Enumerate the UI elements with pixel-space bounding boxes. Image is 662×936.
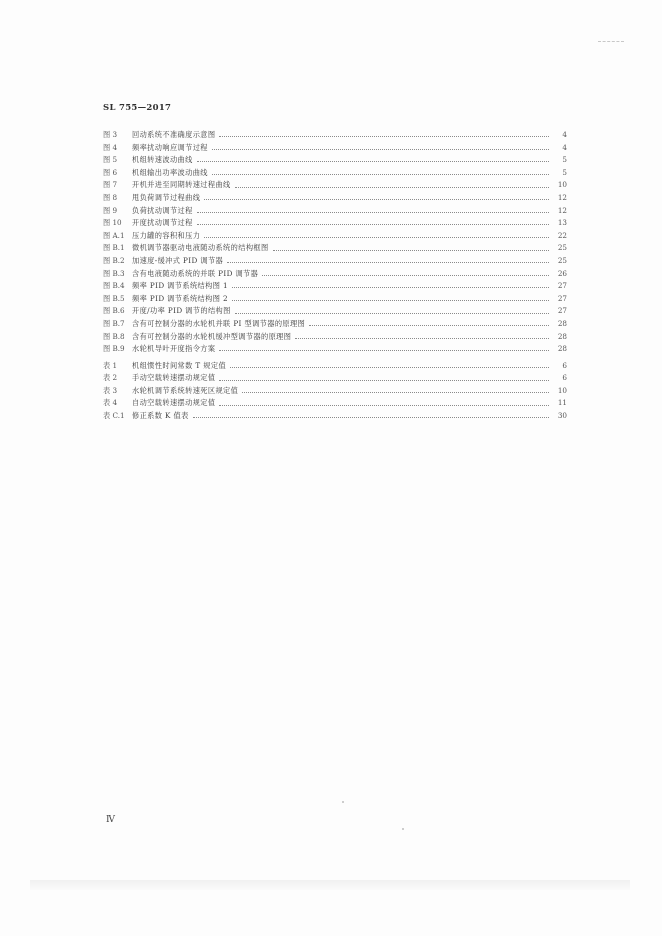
toc-entry[interactable] (103, 293, 567, 306)
toc-entry[interactable] (103, 230, 567, 243)
leader-dots (230, 366, 549, 368)
leader-dots (219, 135, 549, 137)
toc-entry[interactable] (103, 255, 567, 268)
entry-title: 修正系数 K 值表 (132, 411, 189, 421)
entry-page-number: 28 (557, 318, 567, 328)
entry-title: 微机调节器驱动电液随动系统的结构框图 (132, 243, 269, 253)
toc-entry[interactable] (103, 192, 567, 205)
leader-dots (197, 160, 549, 162)
toc-entry[interactable] (103, 167, 567, 180)
entry-title: 甩负荷调节过程曲线 (132, 192, 201, 202)
leader-dots (262, 274, 549, 276)
entry-number: 表 4 (103, 398, 118, 408)
entry-number: 图 3 (103, 130, 118, 139)
leader-dots (193, 416, 549, 418)
leader-dots (204, 236, 549, 238)
leader-dots (219, 404, 549, 406)
scan-speck (342, 801, 344, 803)
entry-page-number: 5 (562, 167, 567, 177)
toc-entry[interactable] (103, 154, 567, 167)
entry-page-number: 10 (557, 385, 567, 395)
toc-entry[interactable] (103, 385, 567, 398)
entry-title: 加速度-缓冲式 PID 调节器 (132, 255, 224, 265)
entry-number: 图 8 (103, 192, 118, 202)
entry-number: 图 10 (103, 218, 122, 228)
entry-title: 水轮机导叶开度指令方案 (132, 344, 216, 354)
entry-page-number: 30 (557, 411, 567, 421)
entry-number: 图 4 (103, 142, 118, 152)
leader-dots (197, 211, 549, 213)
toc-entry[interactable] (103, 397, 567, 410)
entry-number: 图 B.9 (103, 344, 125, 354)
table-list (103, 360, 567, 423)
entry-title: 压力罐的容积和压力 (132, 230, 201, 240)
toc-entry[interactable] (103, 205, 567, 218)
leader-dots (273, 249, 549, 251)
entry-number: 表 3 (103, 385, 118, 395)
toc-entry[interactable] (103, 280, 567, 293)
entry-number: 图 7 (103, 180, 118, 190)
entry-title: 机组转速波动曲线 (132, 155, 193, 165)
entry-page-number: 10 (557, 180, 567, 190)
page-number: Ⅳ (106, 815, 115, 825)
leader-dots (295, 337, 549, 339)
toc-entry[interactable] (103, 343, 567, 356)
entry-number: 表 1 (103, 360, 118, 370)
leader-dots (219, 349, 549, 351)
entry-page-number: 28 (557, 331, 567, 341)
entry-number: 图 B.8 (103, 331, 125, 341)
leader-dots (232, 286, 549, 288)
toc-entry[interactable] (103, 305, 567, 318)
toc-entry[interactable] (103, 179, 567, 192)
entry-title: 机组输出功率波动曲线 (132, 167, 208, 177)
leader-dots (242, 391, 549, 393)
entry-title: 机组惯性时间常数 T 规定值 (132, 360, 227, 370)
entry-title: 含有电液随动系统的并联 PID 调节器 (132, 268, 259, 278)
entry-page-number: 12 (557, 205, 567, 215)
entry-number: 表 2 (103, 373, 118, 383)
entry-title: 频率 PID 调节系统结构图 2 (132, 293, 228, 303)
entry-number: 图 B.2 (103, 255, 125, 265)
entry-page-number: 27 (557, 306, 567, 316)
corner-mark (598, 41, 624, 42)
entry-number: 图 B.1 (103, 243, 125, 253)
entry-page-number: 4 (562, 130, 567, 139)
leader-dots (235, 186, 549, 188)
entry-title: 开度扰动调节过程 (132, 218, 193, 228)
leader-dots (204, 198, 549, 200)
entry-number: 图 6 (103, 167, 118, 177)
entry-page-number: 28 (557, 344, 567, 354)
entry-page-number: 6 (562, 360, 567, 370)
leader-dots (232, 299, 549, 301)
entry-page-number: 4 (562, 142, 567, 152)
toc-entry[interactable] (103, 142, 567, 155)
leader-dots (219, 379, 549, 381)
toc-entry[interactable] (103, 129, 567, 142)
entry-number: 图 B.6 (103, 306, 125, 316)
entry-page-number: 25 (557, 243, 567, 253)
entry-number: 图 B.5 (103, 293, 125, 303)
leader-dots (212, 173, 549, 175)
table-of-figures-and-tables (103, 129, 567, 423)
leader-dots (309, 324, 549, 326)
entry-title: 含有可控制分器的水轮机缓冲型调节器的原理图 (132, 331, 292, 341)
toc-entry[interactable] (103, 268, 567, 281)
entry-number: 图 B.7 (103, 318, 125, 328)
entry-title: 频率扰动响应调节过程 (132, 142, 208, 152)
entry-page-number: 13 (557, 218, 567, 228)
leader-dots (235, 312, 549, 314)
entry-title: 自动空载转速摆动规定值 (132, 398, 216, 408)
toc-entry[interactable] (103, 217, 567, 230)
entry-page-number: 5 (562, 155, 567, 165)
entry-number: 图 9 (103, 205, 118, 215)
toc-entry[interactable] (103, 318, 567, 331)
entry-title: 负荷扰动调节过程 (132, 205, 193, 215)
scan-shadow (30, 880, 630, 890)
entry-number: 图 A.1 (103, 230, 125, 240)
entry-page-number: 11 (557, 398, 567, 408)
entry-title: 频率 PID 调节系统结构图 1 (132, 281, 228, 291)
toc-entry[interactable] (103, 410, 567, 423)
entry-page-number: 6 (562, 373, 567, 383)
standard-code-header: SL 755—2017 (103, 103, 172, 113)
scan-speck (402, 828, 404, 830)
entry-number: 表 C.1 (103, 411, 125, 421)
entry-title: 手动空载转速摆动规定值 (132, 373, 216, 383)
entry-title: 开机并进至同期转速过程曲线 (132, 180, 231, 190)
figure-list (103, 129, 567, 356)
toc-entry[interactable] (103, 331, 567, 344)
toc-entry[interactable] (103, 360, 567, 373)
toc-entry[interactable] (103, 372, 567, 385)
entry-page-number: 27 (557, 293, 567, 303)
leader-dots (227, 261, 549, 263)
entry-title: 开度/功率 PID 调节的结构图 (132, 306, 231, 316)
entry-page-number: 25 (557, 255, 567, 265)
entry-title: 回动系统不准确度示意图 (132, 130, 216, 139)
entry-page-number: 22 (557, 230, 567, 240)
entry-title: 含有可控制分器的水轮机并联 PI 型调节器的原理图 (132, 318, 306, 328)
toc-entry[interactable] (103, 242, 567, 255)
entry-number: 图 5 (103, 155, 118, 165)
entry-number: 图 B.3 (103, 268, 125, 278)
entry-title: 水轮机调节系统转速死区规定值 (132, 385, 239, 395)
leader-dots (197, 223, 549, 225)
entry-number: 图 B.4 (103, 281, 125, 291)
entry-page-number: 26 (557, 268, 567, 278)
entry-page-number: 12 (557, 192, 567, 202)
entry-page-number: 27 (557, 281, 567, 291)
leader-dots (212, 148, 549, 150)
